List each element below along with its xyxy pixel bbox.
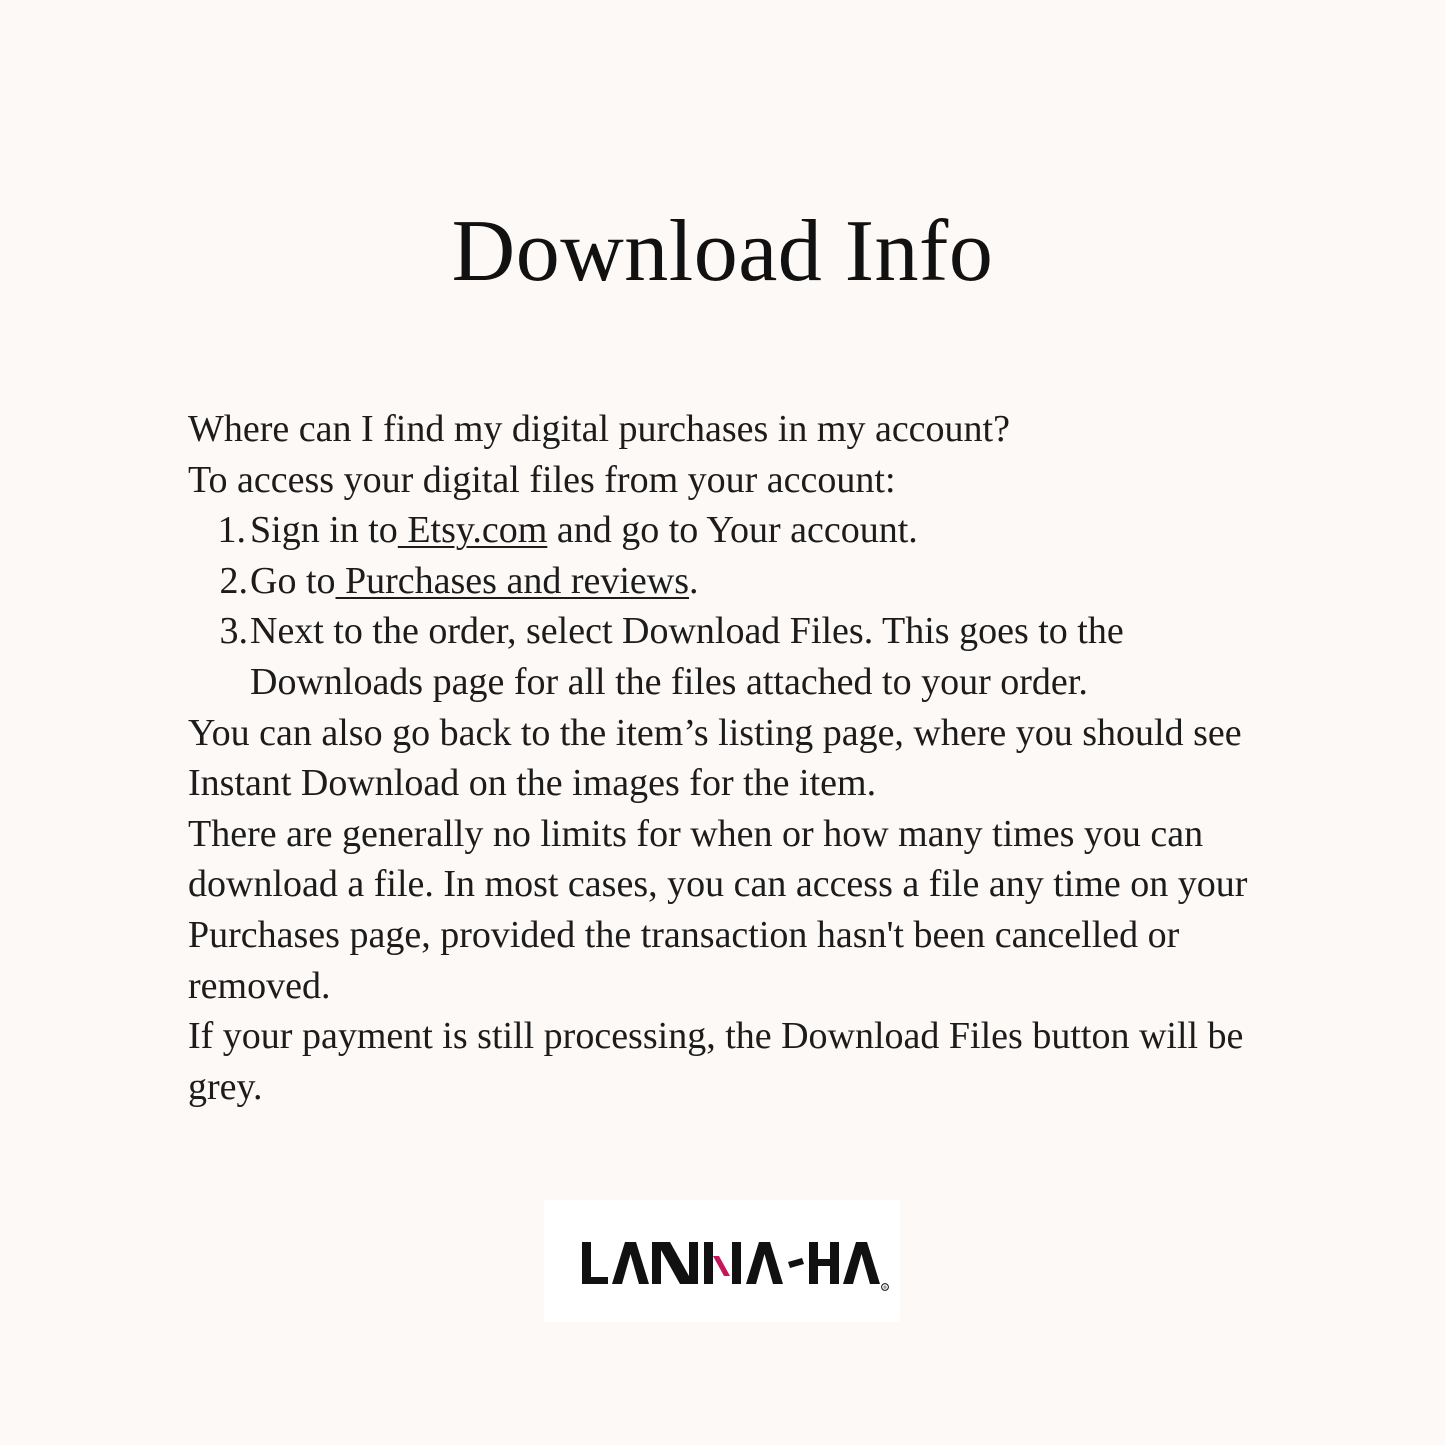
list-item-step-1 [188,505,1230,556]
brand-logo-box [544,1200,900,1322]
step-number: 3. [219,610,248,653]
list-item-step-2 [188,556,1230,607]
listing-page-paragraph: You can also go back to the item’s listing page, where you should see Instant Download on the images for the item. [188,711,1242,805]
lanna-ha-logo [544,1200,900,1322]
step-text: Sign in to [250,509,398,552]
intro-text: To access your digital files from your account: [188,458,896,501]
step-number: 1. [217,509,246,552]
step-text: and go to Your account. [547,509,918,552]
step-text: Next to the order, select Download Files. This goes to the Downloads page for all the files attached to your order. [250,610,1124,703]
steps-list [188,505,1268,707]
payment-processing-paragraph: If your payment is still processing, the Download Files button will be grey. [188,1015,1244,1108]
registered-mark: ® [882,1286,888,1291]
page-title: Download Info [451,203,994,300]
step-text: . [689,559,699,602]
purchases-and-reviews-link[interactable]: Purchases and reviews [335,559,690,602]
download-instructions [188,404,1268,1112]
download-limits-paragraph: There are generally no limits for when or how many times you can download a file. In most cases, you can access a file any time on your Purchases page, provided the transaction hasn't been cancelled or removed. [188,812,1248,1007]
list-item-step-3 [188,606,1230,707]
step-number: 2. [219,559,248,602]
step-text: Go to [250,559,336,602]
question-text: Where can I find my digital purchases in my account? [188,408,1010,450]
etsy-link[interactable]: Etsy.com [397,509,548,552]
